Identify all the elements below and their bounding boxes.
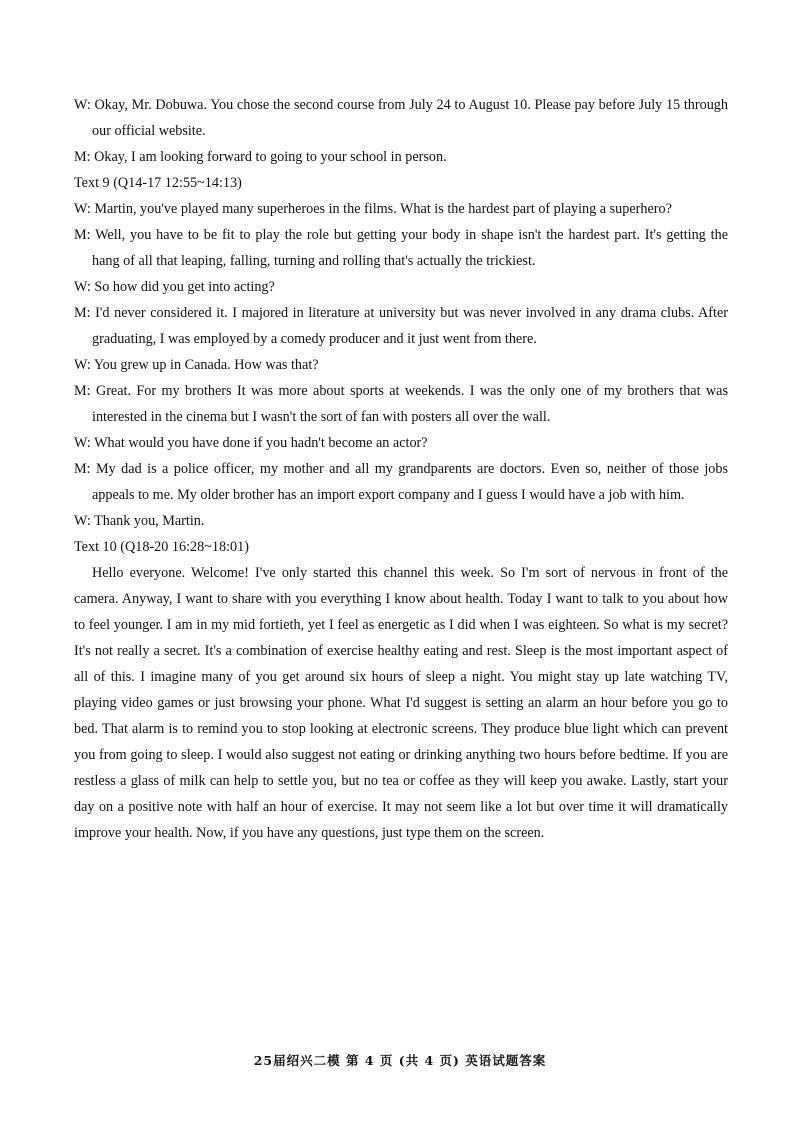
dialogue-line: W: Martin, you've played many superheroes in the films. What is the hardest part of playing a superhero? <box>74 201 672 217</box>
dialogue-line: W: Thank you, Martin. <box>74 513 205 529</box>
dialogue-line: M: I'd never considered it. I majored in literature at university but was never involved in any drama clubs. After graduating, I was employed by a comedy producer and it just went from there. <box>74 305 728 347</box>
monologue-paragraph: Hello everyone. Welcome! I've only started this channel this week. So I'm sort of nervous in front of the camera. Anyway, I want to share with you everything I know about health. Today I want to talk to you about how to feel younger. I am in my mid fortieth, yet I feel as energetic as I did when I was eighteen. So what is my secret? It's not really a secret. It's a combination of exercise healthy eating and rest. Sleep is the most important aspect of all of this. I imagine many of you get around six hours of sleep a night. You might stay up late watching TV, playing video games or just browsing your phone. What I'd suggest is setting an alarm an hour before you go to bed. That alarm is to remind you to stop looking at electronic screens. They produce blue light which can prevent you from going to sleep. I would also suggest not eating or drinking anything two hours before bedtime. If you are restless a glass of milk can help to settle you, but no tea or coffee as they will keep you awake. Lastly, start your day on a positive note with half an hour of exercise. It may not seem like a lot but over time it will dramatically improve your health. Now, if you have any questions, just type them on the screen. <box>74 565 728 841</box>
dialogue-line: W: What would you have done if you hadn't become an actor? <box>74 435 428 451</box>
section-heading-text9: Text 9 (Q14-17 12:55~14:13) <box>74 175 242 191</box>
transcript-body <box>74 92 728 846</box>
dialogue-line: M: Okay, I am looking forward to going to your school in person. <box>74 149 447 165</box>
dialogue-line: M: Great. For my brothers It was more about sports at weekends. I was the only one of my brothers that was interested in the cinema but I wasn't the sort of fan with posters all over the wall. <box>74 383 728 425</box>
dialogue-line: W: Okay, Mr. Dobuwa. You chose the second course from July 24 to August 10. Please pay before July 15 through our official website. <box>74 97 728 139</box>
dialogue-line: M: My dad is a police officer, my mother and all my grandparents are doctors. Even so, neither of those jobs appeals to me. My older brother has an import export company and I guess I would have a job with him. <box>74 461 728 503</box>
page-footer: 25届绍兴二模 第 4 页 (共 4 页) 英语试题答案 <box>253 1053 547 1068</box>
section-heading-text10: Text 10 (Q18-20 16:28~18:01) <box>74 539 249 555</box>
dialogue-line: W: So how did you get into acting? <box>74 279 275 295</box>
dialogue-line: W: You grew up in Canada. How was that? <box>74 357 319 373</box>
dialogue-line: M: Well, you have to be fit to play the role but getting your body in shape isn't the hardest part. It's getting the hang of all that leaping, falling, turning and rolling that's actually the trickiest. <box>74 227 728 269</box>
